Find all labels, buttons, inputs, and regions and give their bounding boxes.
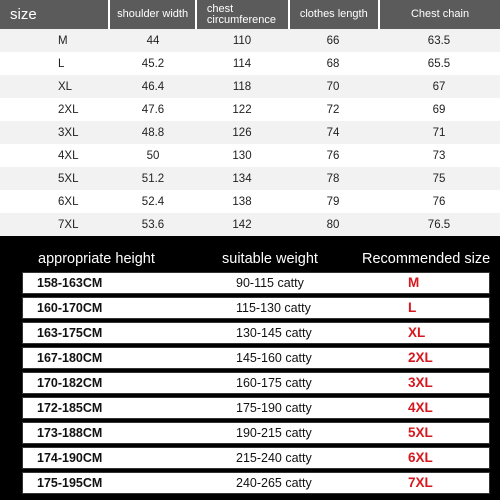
cell-recommended-size: 2XL (408, 350, 433, 365)
cell-chest-circumference: 114 (232, 57, 252, 70)
table-row (22, 372, 490, 394)
table-row (22, 272, 490, 294)
cell-clothes-length: 74 (326, 126, 340, 139)
header-appropriate-height: appropriate height (38, 251, 155, 267)
cell-appropriate-height: 174-190CM (37, 451, 103, 465)
cell-chest-chain: 63.5 (427, 34, 451, 47)
cell-clothes-length: 70 (326, 80, 340, 93)
header-shoulder-width: shoulder width (110, 0, 195, 29)
cell-suitable-weight: 115-130 catty (236, 301, 311, 315)
size-chart-header (0, 0, 500, 29)
cell-shoulder-width: 48.8 (141, 126, 165, 139)
cell-shoulder-width: 52.4 (141, 195, 165, 208)
table-row (22, 397, 490, 419)
size-chart-rows (0, 29, 500, 236)
cell-recommended-size: M (408, 275, 420, 290)
size-chart-table (0, 0, 500, 236)
cell-appropriate-height: 172-185CM (37, 401, 103, 415)
cell-clothes-length: 68 (326, 57, 340, 70)
table-row (0, 167, 500, 190)
recommendation-rows (22, 272, 490, 497)
cell-recommended-size: 7XL (408, 475, 433, 490)
cell-chest-chain: 69 (432, 103, 446, 116)
cell-recommended-size: 3XL (408, 375, 433, 390)
cell-chest-circumference: 142 (232, 218, 252, 231)
cell-suitable-weight: 190-215 catty (236, 426, 312, 440)
cell-clothes-length: 72 (326, 103, 340, 116)
header-chest-circumference: chest circumference (197, 0, 288, 29)
cell-chest-circumference: 138 (232, 195, 252, 208)
cell-size: 4XL (58, 149, 79, 162)
header-clothes-length: clothes length (290, 0, 379, 29)
cell-size: 2XL (58, 103, 79, 116)
cell-clothes-length: 76 (326, 149, 340, 162)
cell-recommended-size: 6XL (408, 450, 433, 465)
cell-recommended-size: 4XL (408, 400, 433, 415)
table-row (22, 472, 490, 494)
table-row (22, 422, 490, 444)
cell-recommended-size: XL (408, 325, 426, 340)
cell-chest-circumference: 130 (232, 149, 252, 162)
cell-appropriate-height: 158-163CM (37, 276, 103, 290)
cell-suitable-weight: 175-190 catty (236, 401, 312, 415)
cell-chest-circumference: 118 (232, 80, 252, 93)
table-row (22, 297, 490, 319)
cell-recommended-size: L (408, 300, 417, 315)
cell-size: 5XL (58, 172, 79, 185)
cell-chest-chain: 76 (432, 195, 446, 208)
header-chest-chain: Chest chain (380, 0, 500, 29)
cell-size: 3XL (58, 126, 79, 139)
cell-appropriate-height: 173-188CM (37, 426, 103, 440)
cell-clothes-length: 78 (326, 172, 340, 185)
cell-shoulder-width: 51.2 (141, 172, 165, 185)
cell-chest-chain: 65.5 (427, 57, 451, 70)
cell-size: M (58, 34, 68, 47)
cell-size: XL (58, 80, 73, 93)
cell-chest-circumference: 110 (232, 34, 252, 47)
header-recommended-size: Recommended size (362, 251, 491, 267)
cell-chest-chain: 76.5 (427, 218, 451, 231)
cell-suitable-weight: 90-115 catty (236, 276, 304, 290)
cell-shoulder-width: 46.4 (141, 80, 165, 93)
cell-clothes-length: 79 (326, 195, 340, 208)
cell-shoulder-width: 53.6 (141, 218, 165, 231)
cell-shoulder-width: 44 (146, 34, 160, 47)
cell-suitable-weight: 215-240 catty (236, 451, 312, 465)
cell-appropriate-height: 160-170CM (37, 301, 103, 315)
cell-suitable-weight: 240-265 catty (236, 476, 312, 490)
cell-appropriate-height: 163-175CM (37, 326, 103, 340)
cell-shoulder-width: 47.6 (141, 103, 165, 116)
cell-suitable-weight: 130-145 catty (236, 326, 312, 340)
table-row (0, 75, 500, 98)
table-row (0, 121, 500, 144)
table-row (0, 144, 500, 167)
cell-size: L (58, 57, 65, 70)
cell-chest-circumference: 122 (232, 103, 252, 116)
table-row (0, 52, 500, 75)
table-row (22, 347, 490, 369)
cell-suitable-weight: 145-160 catty (236, 351, 312, 365)
cell-chest-circumference: 126 (232, 126, 252, 139)
cell-chest-chain: 75 (432, 172, 446, 185)
cell-chest-chain: 73 (432, 149, 446, 162)
cell-clothes-length: 80 (326, 218, 340, 231)
table-row (0, 98, 500, 121)
table-row (22, 322, 490, 344)
recommendation-table (0, 236, 500, 500)
table-row (0, 190, 500, 213)
cell-clothes-length: 66 (326, 34, 340, 47)
cell-chest-circumference: 134 (232, 172, 252, 185)
cell-appropriate-height: 175-195CM (37, 476, 103, 490)
table-row (0, 29, 500, 52)
cell-suitable-weight: 160-175 catty (236, 376, 312, 390)
cell-size: 6XL (58, 195, 79, 208)
cell-recommended-size: 5XL (408, 425, 433, 440)
cell-chest-chain: 71 (432, 126, 446, 139)
cell-appropriate-height: 170-182CM (37, 376, 103, 390)
cell-shoulder-width: 45.2 (141, 57, 165, 70)
header-size: size (0, 0, 108, 29)
cell-size: 7XL (58, 218, 79, 231)
cell-shoulder-width: 50 (146, 149, 160, 162)
table-row (0, 213, 500, 236)
cell-appropriate-height: 167-180CM (37, 351, 103, 365)
header-suitable-weight: suitable weight (222, 251, 318, 267)
recommendation-header (0, 246, 500, 272)
cell-chest-chain: 67 (432, 80, 446, 93)
table-row (22, 447, 490, 469)
